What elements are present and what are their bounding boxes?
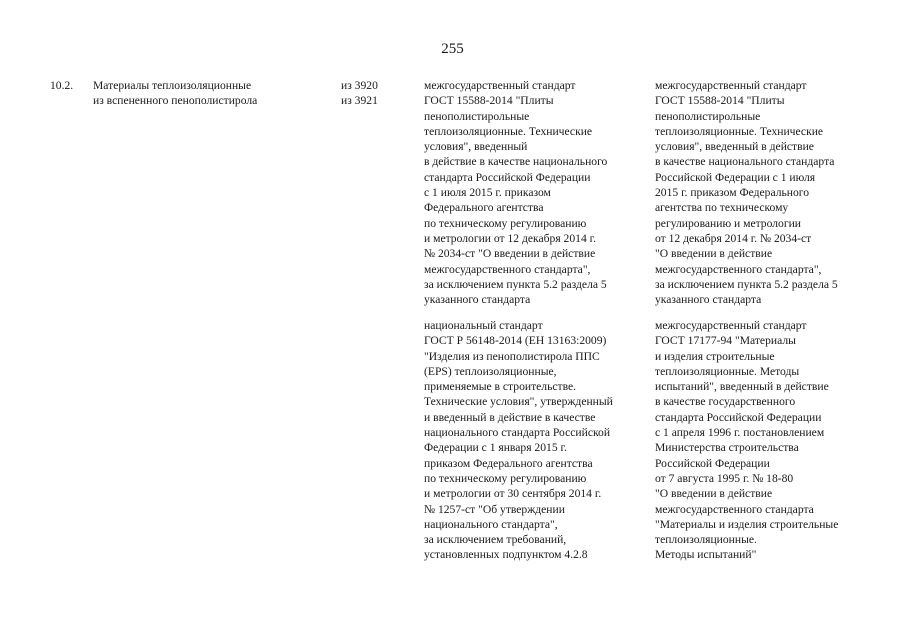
page-number: 255: [441, 41, 464, 57]
tn-ved-codes: из 3920 из 3921: [341, 79, 378, 108]
standard-block-2-requirements: национальный стандарт ГОСТ Р 56148-2014 (ЕН 13163:2009) "Изделия из пенополистирола ППС (EPS) теплоизоляционные, применяемые в строительстве. Технические условия", утвержденный и введенный в действие в качестве национального стандарта Российской Федерации с 1 января 2015 г. приказом Федерального агентства по техническому регулированию и метрологии от 30 сентября 2014 г. № 1257-ст "Об утверждении национального стандарта", за исключением требований, установленных подпунктом 4.2.8: [424, 319, 613, 562]
row-number: 10.2.: [50, 79, 74, 92]
standard-block-1-methods: межгосударственный стандарт ГОСТ 15588-2014 "Плиты пенополистирольные теплоизоляционные. Технические условия", введенный в действие в качестве национального стандарта Российской Федерации с 1 июля 2015 г. приказом Федерального агентства по техническому регулированию и метрологии от 12 декабря 2014 г. № 2034-ст "О введении в действие межгосударственного стандарта", за исключением пункта 5.2 раздела 5 указанного стандарта: [655, 79, 838, 307]
standard-block-2-methods: межгосударственный стандарт ГОСТ 17177-94 "Материалы и изделия строительные теплоизоляционные. Методы испытаний", введенный в действие в качестве государственного стандарта Российской Федерации с 1 апреля 1996 г. постановлением Министерства строительства Российской Федерации от 7 августа 1995 г. № 18-80 "О введении в действие межгосударственного стандарта "Материалы и изделия строительные теплоизоляционные. Методы испытаний": [655, 319, 839, 562]
standard-block-1-requirements: межгосударственный стандарт ГОСТ 15588-2014 "Плиты пенополистирольные теплоизоляционные. Технические условия", введенный в действие в качестве национального стандарта Российской Федерации с 1 июля 2015 г. приказом Федерального агентства по техническому регулированию и метрологии от 12 декабря 2014 г. № 2034-ст "О введении в действие межгосударственного стандарта", за исключением пункта 5.2 раздела 5 указанного стандарта: [424, 79, 608, 307]
product-name: Материалы теплоизоляционные из вспененного пенополистирола: [93, 79, 258, 108]
